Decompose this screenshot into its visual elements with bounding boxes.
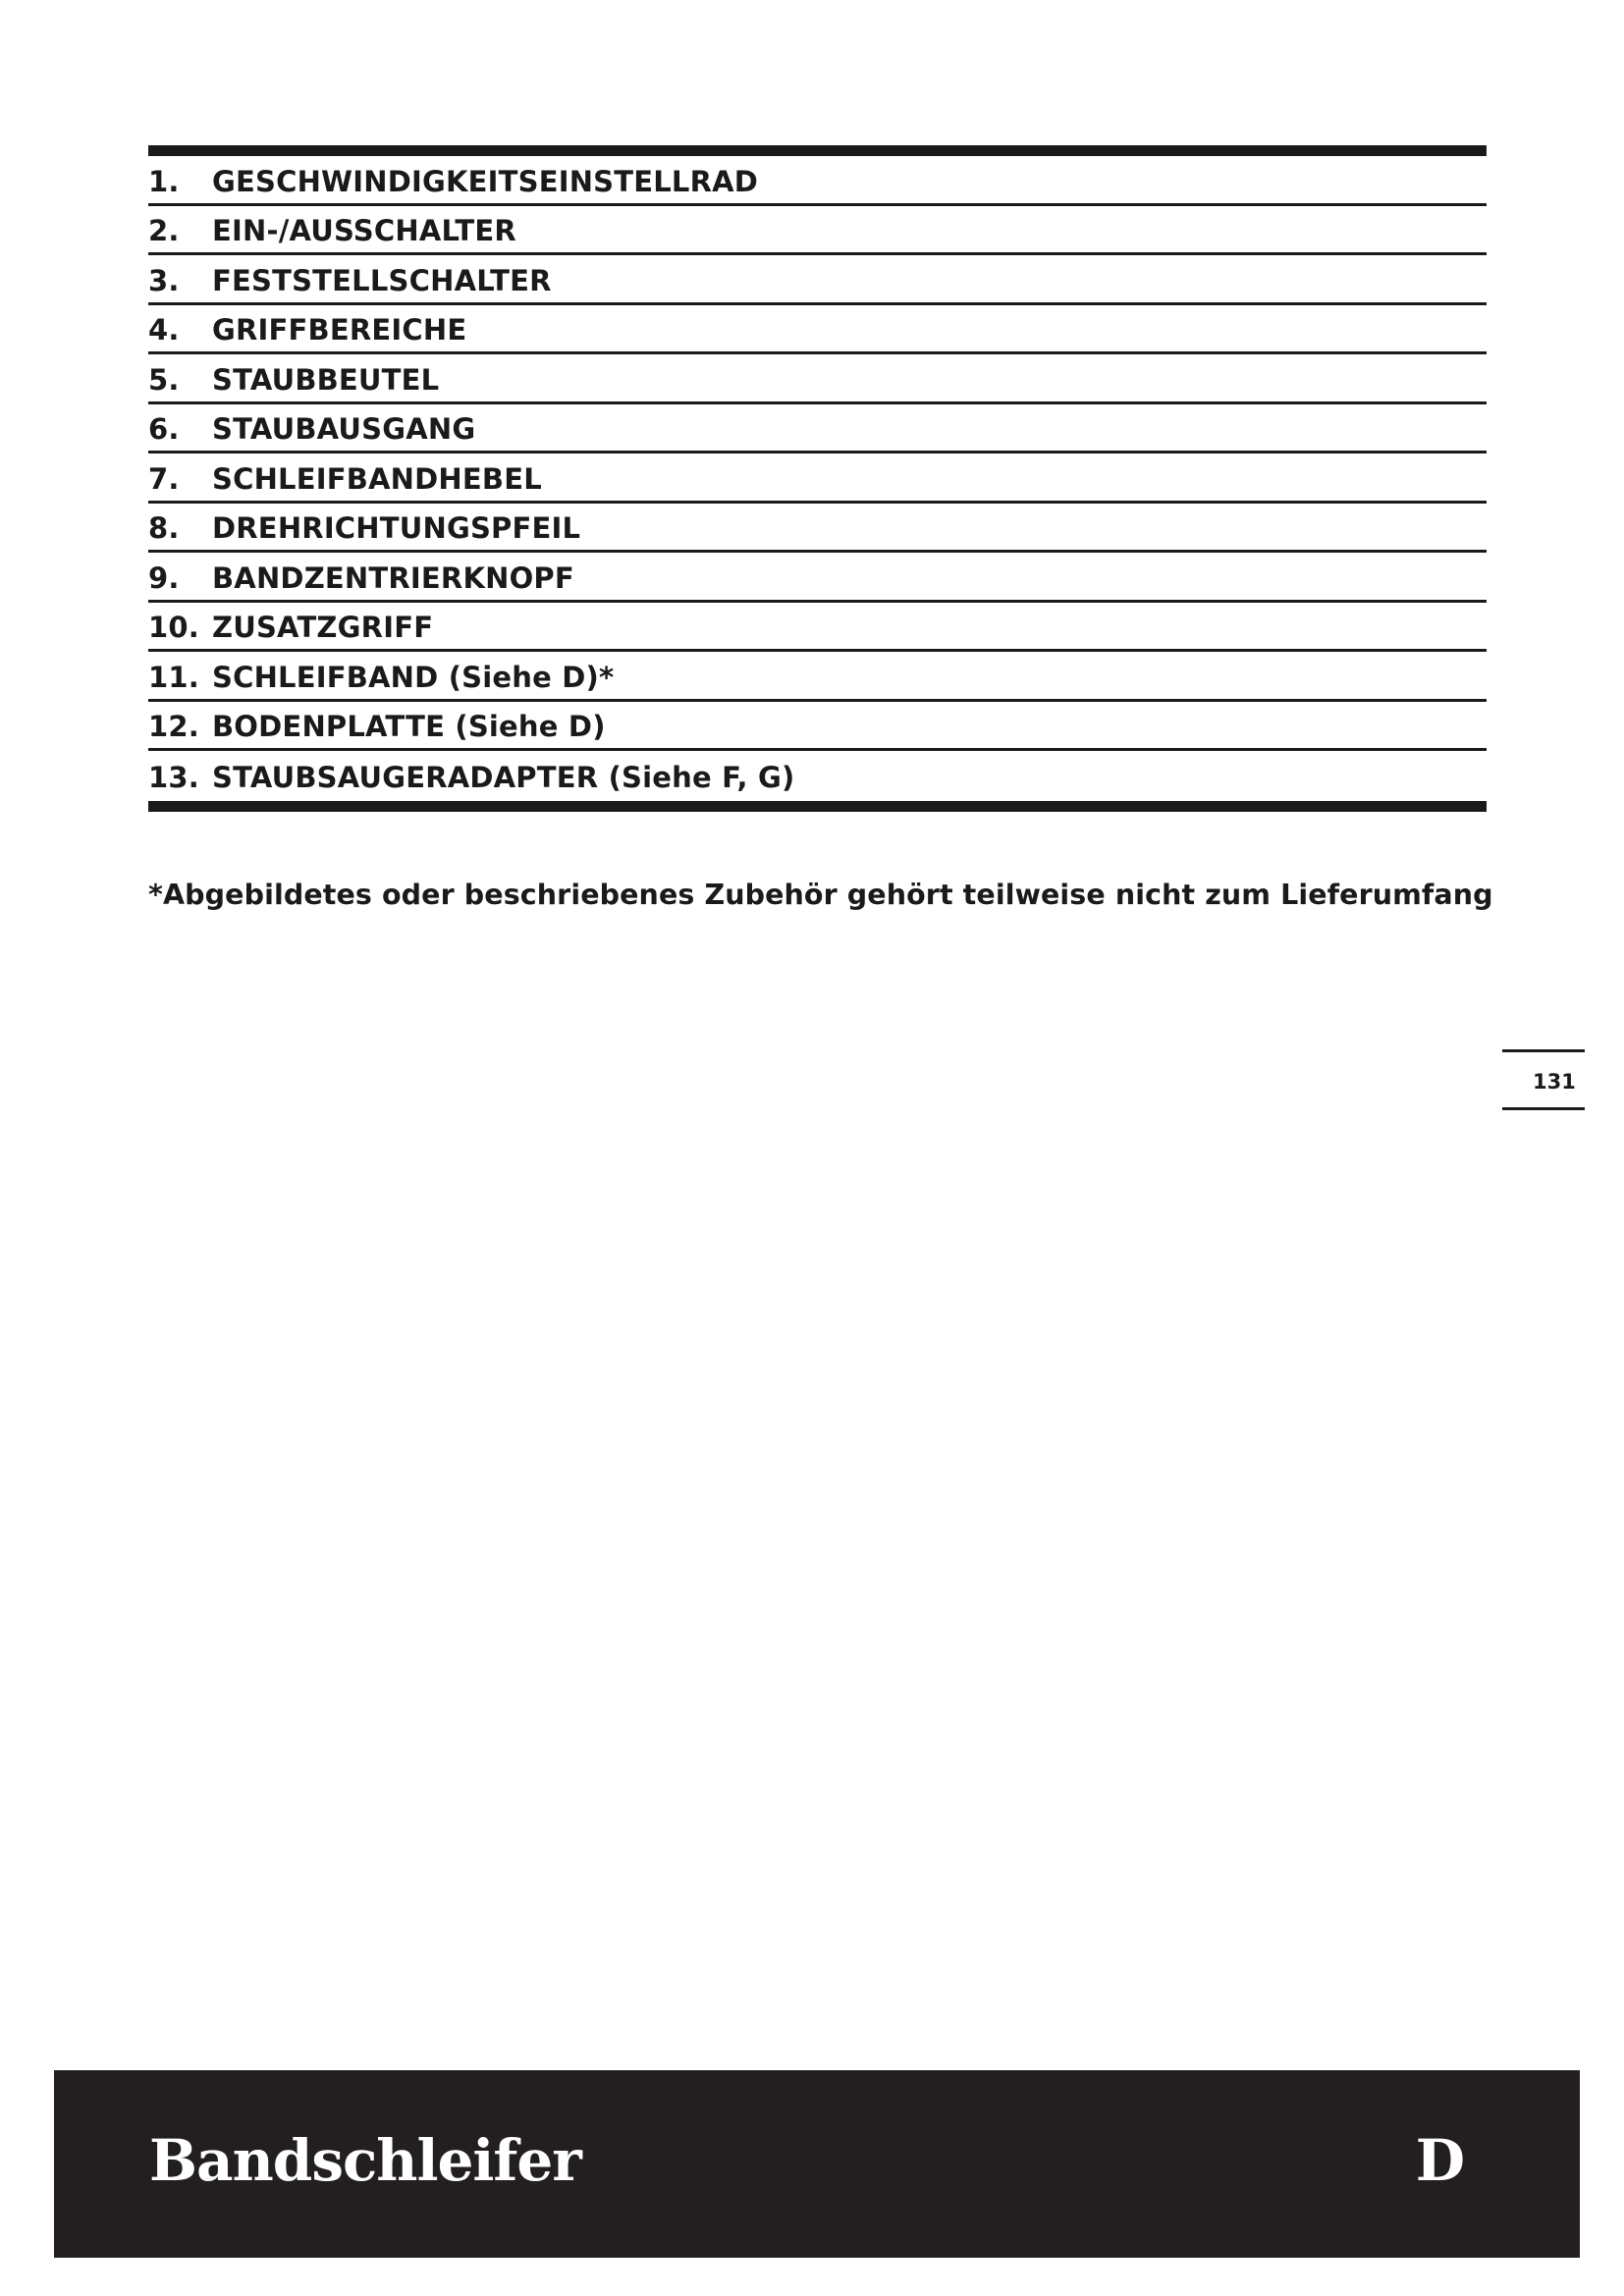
part-number: 7. bbox=[148, 461, 180, 496]
part-label: DREHRICHTUNGSPFEIL bbox=[212, 511, 581, 546]
part-label: ZUSATZGRIFF bbox=[212, 611, 434, 645]
list-item bbox=[148, 603, 1487, 653]
list-item bbox=[148, 354, 1487, 404]
accessory-footnote: *Abgebildetes oder beschriebenes Zubehör gehört teilweise nicht zum Lieferumfang bbox=[148, 879, 1493, 911]
part-number: 3. bbox=[148, 263, 180, 297]
part-number: 12. bbox=[148, 710, 199, 744]
part-label: SCHLEIFBAND (Siehe D)* bbox=[212, 660, 615, 694]
list-item bbox=[148, 206, 1487, 256]
footer-bar bbox=[54, 2070, 1580, 2258]
part-label: SCHLEIFBANDHEBEL bbox=[212, 461, 542, 496]
product-title: Bandschleifer bbox=[149, 2127, 581, 2194]
language-code: D bbox=[1415, 2127, 1465, 2194]
list-item bbox=[148, 751, 1487, 801]
part-label: BODENPLATTE (Siehe D) bbox=[212, 710, 606, 744]
part-label: FESTSTELLSCHALTER bbox=[212, 263, 552, 297]
part-label: STAUBSAUGERADAPTER (Siehe F, G) bbox=[212, 761, 795, 795]
list-item bbox=[148, 305, 1487, 355]
part-label: BANDZENTRIERKNOPF bbox=[212, 561, 574, 595]
part-number: 11. bbox=[148, 660, 199, 694]
parts-list bbox=[148, 145, 1487, 812]
part-number: 8. bbox=[148, 511, 180, 546]
part-label: EIN-/AUSSCHALTER bbox=[212, 214, 516, 248]
part-number: 9. bbox=[148, 561, 180, 595]
list-item bbox=[148, 553, 1487, 603]
part-number: 10. bbox=[148, 611, 199, 645]
part-number: 6. bbox=[148, 412, 180, 447]
list-item bbox=[148, 652, 1487, 702]
part-number: 2. bbox=[148, 214, 180, 248]
part-number: 4. bbox=[148, 313, 180, 347]
part-number: 13. bbox=[148, 761, 199, 795]
list-item bbox=[148, 404, 1487, 454]
part-number: 1. bbox=[148, 164, 180, 198]
page-number-tab bbox=[1502, 1049, 1585, 1110]
part-label: STAUBBEUTEL bbox=[212, 362, 440, 397]
part-label: GESCHWINDIGKEITSEINSTELLRAD bbox=[212, 164, 759, 198]
page-number: 131 bbox=[1533, 1070, 1576, 1094]
part-label: GRIFFBEREICHE bbox=[212, 313, 467, 347]
list-item bbox=[148, 454, 1487, 504]
list-item bbox=[148, 156, 1487, 206]
part-label: STAUBAUSGANG bbox=[212, 412, 476, 447]
part-number: 5. bbox=[148, 362, 180, 397]
list-item bbox=[148, 504, 1487, 554]
list-item bbox=[148, 702, 1487, 752]
list-item bbox=[148, 255, 1487, 305]
